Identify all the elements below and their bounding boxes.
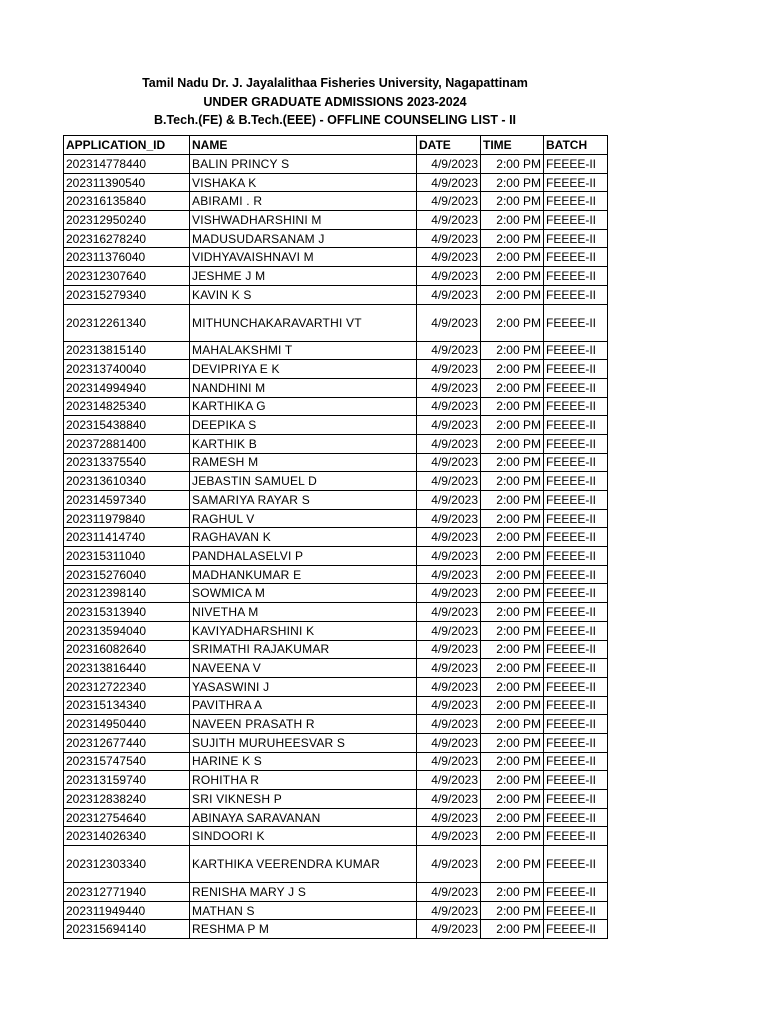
application-id-cell: 202314825340 [64, 397, 190, 416]
name-cell: SAMARIYA RAYAR S [190, 491, 417, 510]
date-cell: 4/9/2023 [417, 771, 481, 790]
batch-cell: FEEEE-II [544, 547, 608, 566]
application-id-cell: 202316278240 [64, 229, 190, 248]
time-cell: 2:00 PM [481, 808, 544, 827]
time-cell: 2:00 PM [481, 920, 544, 939]
table-row [64, 603, 608, 622]
date-cell: 4/9/2023 [417, 715, 481, 734]
time-cell: 2:00 PM [481, 453, 544, 472]
date-cell: 4/9/2023 [417, 640, 481, 659]
table-row [64, 771, 608, 790]
application-id-cell: 202312771940 [64, 883, 190, 902]
application-id-cell: 202312950240 [64, 211, 190, 230]
name-cell: NAVEEN PRASATH R [190, 715, 417, 734]
table-row [64, 883, 608, 902]
batch-cell: FEEEE-II [544, 509, 608, 528]
table-row [64, 790, 608, 809]
date-cell: 4/9/2023 [417, 285, 481, 304]
date-cell: 4/9/2023 [417, 416, 481, 435]
batch-cell: FEEEE-II [544, 472, 608, 491]
batch-cell: FEEEE-II [544, 752, 608, 771]
table-row [64, 453, 608, 472]
column-header-batch: BATCH [544, 136, 608, 155]
table-row [64, 677, 608, 696]
batch-cell: FEEEE-II [544, 621, 608, 640]
table-row [64, 285, 608, 304]
name-cell: RESHMA P M [190, 920, 417, 939]
batch-cell: FEEEE-II [544, 434, 608, 453]
time-cell: 2:00 PM [481, 827, 544, 846]
date-cell: 4/9/2023 [417, 155, 481, 174]
application-id-cell: 202316135840 [64, 192, 190, 211]
table-row [64, 920, 608, 939]
batch-cell: FEEEE-II [544, 453, 608, 472]
time-cell: 2:00 PM [481, 267, 544, 286]
batch-cell: FEEEE-II [544, 771, 608, 790]
name-cell: MAHALAKSHMI T [190, 341, 417, 360]
date-cell: 4/9/2023 [417, 192, 481, 211]
date-cell: 4/9/2023 [417, 790, 481, 809]
application-id-cell: 202315313940 [64, 603, 190, 622]
batch-cell: FEEEE-II [544, 659, 608, 678]
table-row [64, 584, 608, 603]
time-cell: 2:00 PM [481, 733, 544, 752]
time-cell: 2:00 PM [481, 434, 544, 453]
time-cell: 2:00 PM [481, 472, 544, 491]
date-cell: 4/9/2023 [417, 547, 481, 566]
application-id-cell: 202313594040 [64, 621, 190, 640]
time-cell: 2:00 PM [481, 491, 544, 510]
list-title: B.Tech.(FE) & B.Tech.(EEE) - OFFLINE COUNSELING LIST - II [153, 113, 517, 127]
date-cell: 4/9/2023 [417, 677, 481, 696]
time-cell: 2:00 PM [481, 846, 544, 883]
application-id-cell: 202311390540 [64, 173, 190, 192]
application-id-cell: 202316082640 [64, 640, 190, 659]
batch-cell: FEEEE-II [544, 640, 608, 659]
table-header-row [64, 136, 608, 155]
time-cell: 2:00 PM [481, 640, 544, 659]
name-cell: SINDOORI K [190, 827, 417, 846]
date-cell: 4/9/2023 [417, 248, 481, 267]
time-cell: 2:00 PM [481, 397, 544, 416]
time-cell: 2:00 PM [481, 659, 544, 678]
application-id-cell: 202315694140 [64, 920, 190, 939]
name-cell: ABIRAMI . R [190, 192, 417, 211]
application-id-cell: 202315279340 [64, 285, 190, 304]
time-cell: 2:00 PM [481, 378, 544, 397]
table-row [64, 827, 608, 846]
batch-cell: FEEEE-II [544, 883, 608, 902]
application-id-cell: 202315747540 [64, 752, 190, 771]
name-cell: VISHAKA K [190, 173, 417, 192]
table-row [64, 267, 608, 286]
table-row [64, 397, 608, 416]
name-cell: KARTHIKA VEERENDRA KUMAR [190, 846, 417, 883]
table-row [64, 378, 608, 397]
table-row [64, 528, 608, 547]
batch-cell: FEEEE-II [544, 733, 608, 752]
date-cell: 4/9/2023 [417, 883, 481, 902]
date-cell: 4/9/2023 [417, 752, 481, 771]
batch-cell: FEEEE-II [544, 715, 608, 734]
batch-cell: FEEEE-II [544, 267, 608, 286]
application-id-cell: 202313610340 [64, 472, 190, 491]
time-cell: 2:00 PM [481, 883, 544, 902]
application-id-cell: 202312754640 [64, 808, 190, 827]
application-id-cell: 202372881400 [64, 434, 190, 453]
table-row [64, 155, 608, 174]
batch-cell: FEEEE-II [544, 211, 608, 230]
name-cell: MATHAN S [190, 901, 417, 920]
application-id-cell: 202314994940 [64, 378, 190, 397]
date-cell: 4/9/2023 [417, 696, 481, 715]
university-title: Tamil Nadu Dr. J. Jayalalithaa Fisheries University, Nagapattinam [142, 76, 528, 90]
batch-cell: FEEEE-II [544, 565, 608, 584]
document-header [0, 74, 670, 130]
name-cell: PAVITHRA A [190, 696, 417, 715]
name-cell: YASASWINI J [190, 677, 417, 696]
date-cell: 4/9/2023 [417, 267, 481, 286]
time-cell: 2:00 PM [481, 229, 544, 248]
date-cell: 4/9/2023 [417, 827, 481, 846]
batch-cell: FEEEE-II [544, 397, 608, 416]
name-cell: RAGHUL V [190, 509, 417, 528]
batch-cell: FEEEE-II [544, 827, 608, 846]
batch-cell: FEEEE-II [544, 491, 608, 510]
table-row [64, 752, 608, 771]
time-cell: 2:00 PM [481, 192, 544, 211]
application-id-cell: 202313159740 [64, 771, 190, 790]
name-cell: SOWMICA M [190, 584, 417, 603]
application-id-cell: 202312722340 [64, 677, 190, 696]
time-cell: 2:00 PM [481, 752, 544, 771]
name-cell: NIVETHA M [190, 603, 417, 622]
application-id-cell: 202314026340 [64, 827, 190, 846]
time-cell: 2:00 PM [481, 696, 544, 715]
date-cell: 4/9/2023 [417, 491, 481, 510]
name-cell: KAVIYADHARSHINI K [190, 621, 417, 640]
table-row [64, 173, 608, 192]
date-cell: 4/9/2023 [417, 920, 481, 939]
application-id-cell: 202315134340 [64, 696, 190, 715]
table-row [64, 715, 608, 734]
name-cell: VIDHYAVAISHNAVI M [190, 248, 417, 267]
table-row [64, 509, 608, 528]
date-cell: 4/9/2023 [417, 733, 481, 752]
time-cell: 2:00 PM [481, 771, 544, 790]
table-row [64, 360, 608, 379]
name-cell: DEEPIKA S [190, 416, 417, 435]
batch-cell: FEEEE-II [544, 696, 608, 715]
date-cell: 4/9/2023 [417, 509, 481, 528]
batch-cell: FEEEE-II [544, 248, 608, 267]
name-cell: BALIN PRINCY S [190, 155, 417, 174]
application-id-cell: 202312303340 [64, 846, 190, 883]
time-cell: 2:00 PM [481, 528, 544, 547]
batch-cell: FEEEE-II [544, 528, 608, 547]
table-row [64, 341, 608, 360]
table-row [64, 846, 608, 883]
application-id-cell: 202312677440 [64, 733, 190, 752]
batch-cell: FEEEE-II [544, 603, 608, 622]
table-row [64, 434, 608, 453]
date-cell: 4/9/2023 [417, 378, 481, 397]
name-cell: SRIMATHI RAJAKUMAR [190, 640, 417, 659]
batch-cell: FEEEE-II [544, 341, 608, 360]
counseling-list-table [63, 135, 608, 939]
table-row [64, 659, 608, 678]
batch-cell: FEEEE-II [544, 229, 608, 248]
name-cell: RAGHAVAN K [190, 528, 417, 547]
date-cell: 4/9/2023 [417, 453, 481, 472]
application-id-cell: 202312307640 [64, 267, 190, 286]
time-cell: 2:00 PM [481, 248, 544, 267]
name-cell: PANDHALASELVI P [190, 547, 417, 566]
name-cell: MITHUNCHAKARAVARTHI VT [190, 304, 417, 341]
application-id-cell: 202311979840 [64, 509, 190, 528]
table-row [64, 472, 608, 491]
batch-cell: FEEEE-II [544, 416, 608, 435]
time-cell: 2:00 PM [481, 677, 544, 696]
name-cell: SRI VIKNESH P [190, 790, 417, 809]
date-cell: 4/9/2023 [417, 472, 481, 491]
date-cell: 4/9/2023 [417, 173, 481, 192]
time-cell: 2:00 PM [481, 173, 544, 192]
date-cell: 4/9/2023 [417, 397, 481, 416]
batch-cell: FEEEE-II [544, 360, 608, 379]
time-cell: 2:00 PM [481, 211, 544, 230]
name-cell: HARINE K S [190, 752, 417, 771]
application-id-cell: 202312261340 [64, 304, 190, 341]
application-id-cell: 202311376040 [64, 248, 190, 267]
date-cell: 4/9/2023 [417, 584, 481, 603]
name-cell: SUJITH MURUHEESVAR S [190, 733, 417, 752]
date-cell: 4/9/2023 [417, 808, 481, 827]
admissions-title: UNDER GRADUATE ADMISSIONS 2023-2024 [203, 94, 467, 109]
application-id-cell: 202314597340 [64, 491, 190, 510]
application-id-cell: 202312838240 [64, 790, 190, 809]
name-cell: RENISHA MARY J S [190, 883, 417, 902]
name-cell: KARTHIK B [190, 434, 417, 453]
time-cell: 2:00 PM [481, 416, 544, 435]
time-cell: 2:00 PM [481, 584, 544, 603]
date-cell: 4/9/2023 [417, 304, 481, 341]
application-id-cell: 202313816440 [64, 659, 190, 678]
date-cell: 4/9/2023 [417, 360, 481, 379]
application-id-cell: 202313740040 [64, 360, 190, 379]
name-cell: KARTHIKA G [190, 397, 417, 416]
batch-cell: FEEEE-II [544, 173, 608, 192]
time-cell: 2:00 PM [481, 155, 544, 174]
name-cell: DEVIPRIYA E K [190, 360, 417, 379]
table-row [64, 229, 608, 248]
name-cell: JESHME J M [190, 267, 417, 286]
table-row [64, 808, 608, 827]
time-cell: 2:00 PM [481, 547, 544, 566]
batch-cell: FEEEE-II [544, 920, 608, 939]
name-cell: VISHWADHARSHINI M [190, 211, 417, 230]
table-row [64, 640, 608, 659]
table-row [64, 304, 608, 341]
date-cell: 4/9/2023 [417, 621, 481, 640]
time-cell: 2:00 PM [481, 360, 544, 379]
column-header-application-id: APPLICATION_ID [64, 136, 190, 155]
batch-cell: FEEEE-II [544, 584, 608, 603]
table-row [64, 248, 608, 267]
application-id-cell: 202315438840 [64, 416, 190, 435]
date-cell: 4/9/2023 [417, 211, 481, 230]
name-cell: JEBASTIN SAMUEL D [190, 472, 417, 491]
batch-cell: FEEEE-II [544, 192, 608, 211]
time-cell: 2:00 PM [481, 621, 544, 640]
batch-cell: FEEEE-II [544, 846, 608, 883]
batch-cell: FEEEE-II [544, 808, 608, 827]
name-cell: MADUSUDARSANAM J [190, 229, 417, 248]
table-row [64, 901, 608, 920]
batch-cell: FEEEE-II [544, 304, 608, 341]
application-id-cell: 202311949440 [64, 901, 190, 920]
application-id-cell: 202313375540 [64, 453, 190, 472]
time-cell: 2:00 PM [481, 565, 544, 584]
time-cell: 2:00 PM [481, 715, 544, 734]
table-row [64, 192, 608, 211]
table-row [64, 211, 608, 230]
name-cell: RAMESH M [190, 453, 417, 472]
table-row [64, 733, 608, 752]
date-cell: 4/9/2023 [417, 229, 481, 248]
name-cell: ABINAYA SARAVANAN [190, 808, 417, 827]
application-id-cell: 202315276040 [64, 565, 190, 584]
name-cell: NAVEENA V [190, 659, 417, 678]
name-cell: ROHITHA R [190, 771, 417, 790]
application-id-cell: 202311414740 [64, 528, 190, 547]
time-cell: 2:00 PM [481, 285, 544, 304]
date-cell: 4/9/2023 [417, 846, 481, 883]
time-cell: 2:00 PM [481, 790, 544, 809]
application-id-cell: 202315311040 [64, 547, 190, 566]
batch-cell: FEEEE-II [544, 790, 608, 809]
table-row [64, 547, 608, 566]
table-row [64, 621, 608, 640]
time-cell: 2:00 PM [481, 603, 544, 622]
name-cell: MADHANKUMAR E [190, 565, 417, 584]
application-id-cell: 202314950440 [64, 715, 190, 734]
name-cell: KAVIN K S [190, 285, 417, 304]
name-cell: NANDHINI M [190, 378, 417, 397]
column-header-time: TIME [481, 136, 544, 155]
time-cell: 2:00 PM [481, 304, 544, 341]
date-cell: 4/9/2023 [417, 603, 481, 622]
time-cell: 2:00 PM [481, 341, 544, 360]
date-cell: 4/9/2023 [417, 528, 481, 547]
table-row [64, 696, 608, 715]
date-cell: 4/9/2023 [417, 565, 481, 584]
table-row [64, 416, 608, 435]
date-cell: 4/9/2023 [417, 659, 481, 678]
batch-cell: FEEEE-II [544, 901, 608, 920]
batch-cell: FEEEE-II [544, 677, 608, 696]
date-cell: 4/9/2023 [417, 341, 481, 360]
date-cell: 4/9/2023 [417, 901, 481, 920]
batch-cell: FEEEE-II [544, 285, 608, 304]
application-id-cell: 202314778440 [64, 155, 190, 174]
column-header-date: DATE [417, 136, 481, 155]
application-id-cell: 202312398140 [64, 584, 190, 603]
time-cell: 2:00 PM [481, 509, 544, 528]
column-header-name: NAME [190, 136, 417, 155]
batch-cell: FEEEE-II [544, 378, 608, 397]
table-row [64, 565, 608, 584]
batch-cell: FEEEE-II [544, 155, 608, 174]
application-id-cell: 202313815140 [64, 341, 190, 360]
date-cell: 4/9/2023 [417, 434, 481, 453]
time-cell: 2:00 PM [481, 901, 544, 920]
table-row [64, 491, 608, 510]
